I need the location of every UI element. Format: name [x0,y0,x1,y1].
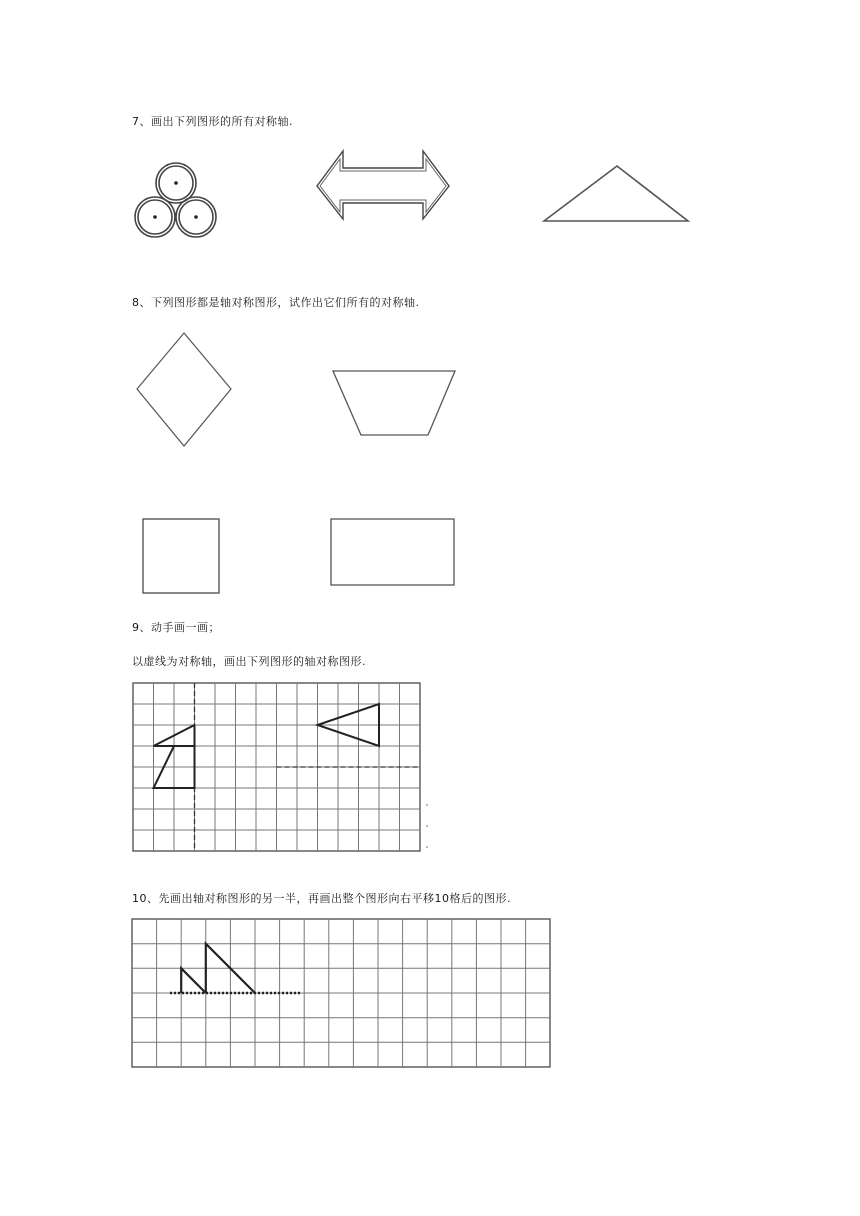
isosceles-triangle-figure [540,160,694,226]
center-dot [194,215,198,219]
grid-figure [128,914,556,1072]
question-9-text: 9、动手画一画； [132,621,220,634]
question-10-text: 10、先画出轴对称图形的另一半，再画出整个图形向右平移10格后的图形. [132,892,511,905]
question-8-text: 8、下列图形都是轴对称图形，试作出它们所有的对称轴. [132,296,420,309]
three-circles-figure [128,156,228,244]
rhombus-figure [132,328,236,452]
center-dot [153,215,157,219]
question-9-instruction: 以虚线为对称轴，画出下列图形的轴对称图形. [132,655,366,668]
grid-figure [128,678,438,856]
square-figure [138,514,224,598]
rectangle-figure [326,514,460,590]
double-arrow-figure [312,148,456,224]
isosceles-trapezoid-figure [328,366,460,440]
question-7-text: 7、画出下列图形的所有对称轴. [132,115,293,128]
center-dot [174,181,178,185]
